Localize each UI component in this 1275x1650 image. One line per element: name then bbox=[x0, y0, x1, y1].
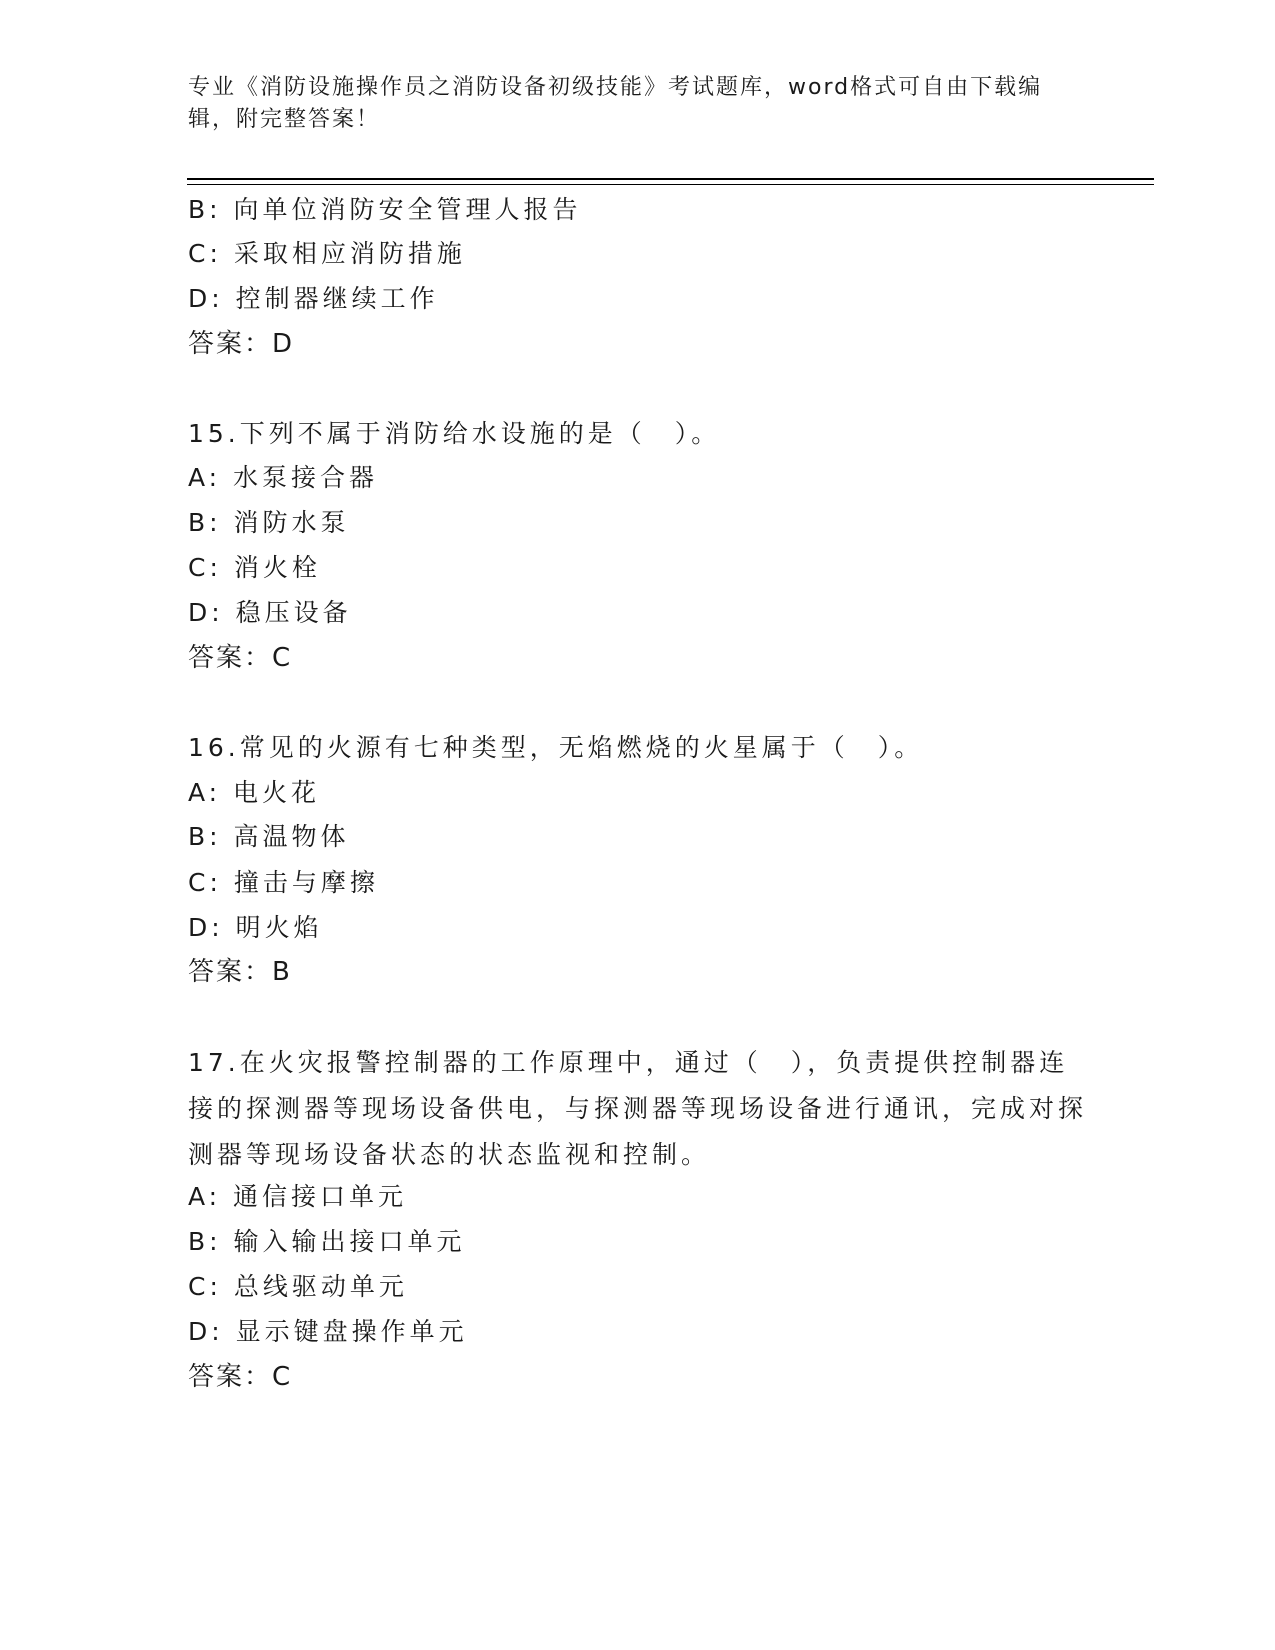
header-divider-thin bbox=[187, 184, 1154, 185]
q15-option-a: A: 水泵接合器 bbox=[188, 463, 379, 492]
q16-option-c: C: 撞击与摩擦 bbox=[188, 868, 379, 897]
q17-answer: 答案：C bbox=[188, 1362, 293, 1392]
q16-answer: 答案：B bbox=[188, 957, 292, 987]
q17-option-c: C: 总线驱动单元 bbox=[188, 1272, 408, 1301]
q14-option-b: B: 向单位消防安全管理人报告 bbox=[188, 195, 582, 224]
q17-option-b: B: 输入输出接口单元 bbox=[188, 1227, 466, 1256]
q15-option-c: C: 消火栓 bbox=[188, 553, 321, 582]
q15-question: 15.下列不属于消防给水设施的是（ ）。 bbox=[188, 419, 721, 448]
q15-option-d: D: 稳压设备 bbox=[188, 598, 352, 627]
q14-answer: 答案：D bbox=[188, 329, 295, 359]
q17-option-a: A: 通信接口单元 bbox=[188, 1182, 408, 1211]
q15-option-b: B: 消防水泵 bbox=[188, 508, 350, 537]
q16-option-a: A: 电火花 bbox=[188, 778, 321, 807]
q14-option-c: C: 采取相应消防措施 bbox=[188, 239, 466, 268]
q17-question: 17.在火灾报警控制器的工作原理中，通过（ ），负责提供控制器连接的探测器等现场设备供电，与探测器等现场设备进行通讯，完成对探测器等现场设备状态的状态监视和控制。 bbox=[188, 1048, 1088, 1169]
q16-option-d: D: 明火焰 bbox=[188, 913, 323, 942]
document-header: 专业《消防设施操作员之消防设备初级技能》考试题库，word格式可自由下载编辑，附完整答案！ bbox=[188, 75, 1043, 132]
q16-option-b: B: 高温物体 bbox=[188, 822, 350, 851]
q17-option-d: D: 显示键盘操作单元 bbox=[188, 1317, 468, 1346]
q15-answer: 答案：C bbox=[188, 643, 293, 673]
q16-question: 16.常见的火源有七种类型，无焰燃烧的火星属于（ ）。 bbox=[188, 733, 924, 762]
header-divider-thick bbox=[187, 178, 1154, 180]
q14-option-d: D: 控制器继续工作 bbox=[188, 284, 439, 313]
